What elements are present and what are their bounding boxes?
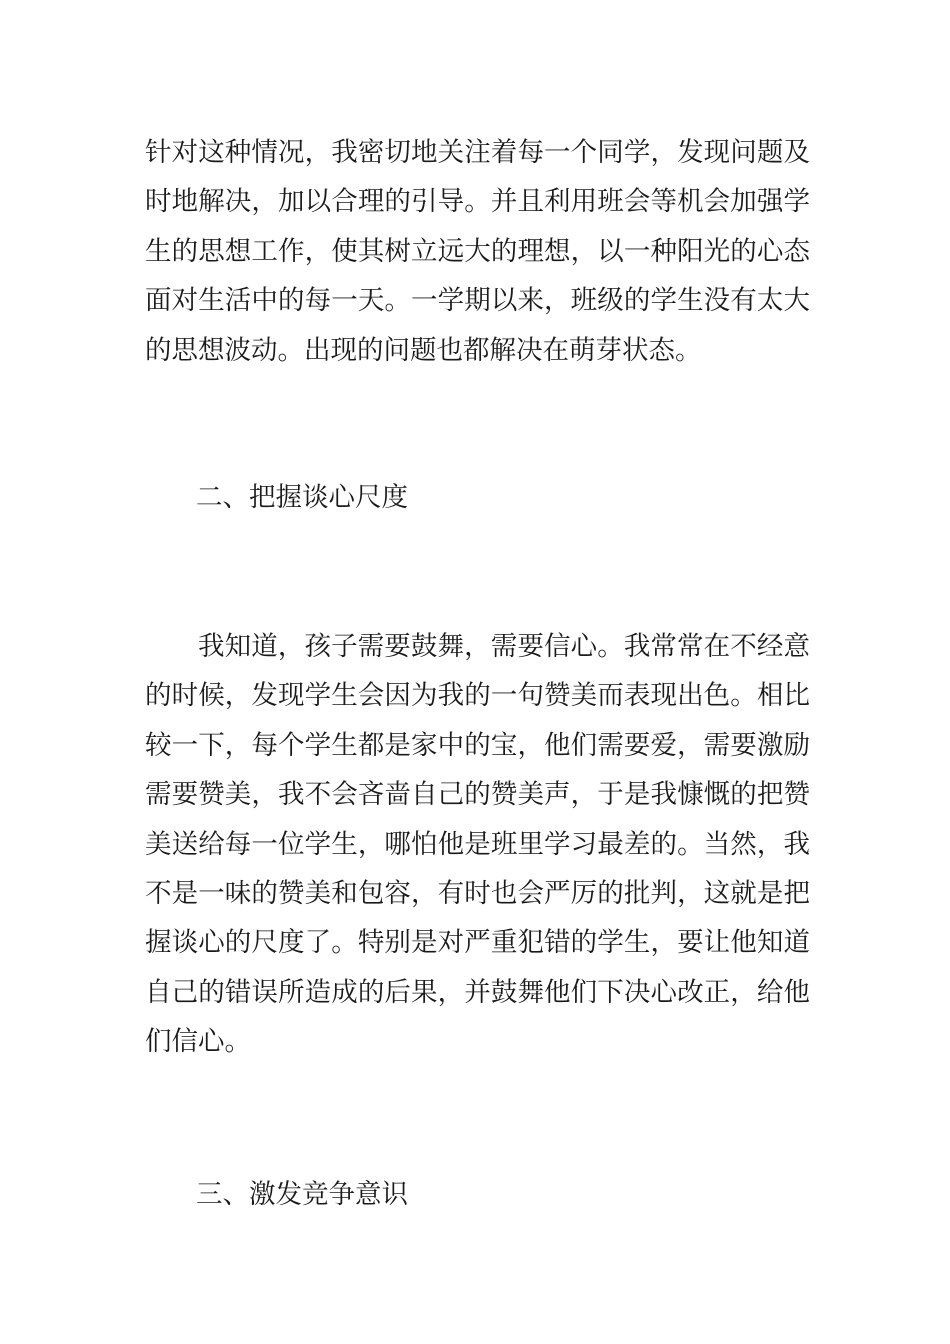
section-heading-3: 三、激发竞争意识 [196, 1179, 408, 1210]
paragraph-body-2: 我知道，孩子需要鼓舞，需要信心。我常常在不经意的时候，发现学生会因为我的一句赞美而表现出色。相比较一下，每个学生都是家中的宝，他们需要爱，需要激励需要赞美，我不会吝啬自己的赞美声，于是我慷慨的把赞美送给每一位学生，哪怕他是班里学习最差的。当然，我不是一味的赞美和包容，有时也会严厉的批判，这就是把握谈心的尺度了。特别是对严重犯错的学生，要让他知道自己的错误所造成的后果，并鼓舞他们下决心改正，给他们信心。 [145, 631, 810, 1058]
section-heading-2: 二、把握谈心尺度 [196, 482, 408, 513]
paragraph-body-1: 针对这种情况，我密切地关注着每一个同学，发现问题及时地解决，加以合理的引导。并且利用班会等机会加强学生的思想工作，使其树立远大的理想，以一种阳光的心态面对生活中的每一天。一学期以来，班级的学生没有太大的思想波动。出现的问题也都解决在萌芽状态。 [145, 137, 810, 366]
